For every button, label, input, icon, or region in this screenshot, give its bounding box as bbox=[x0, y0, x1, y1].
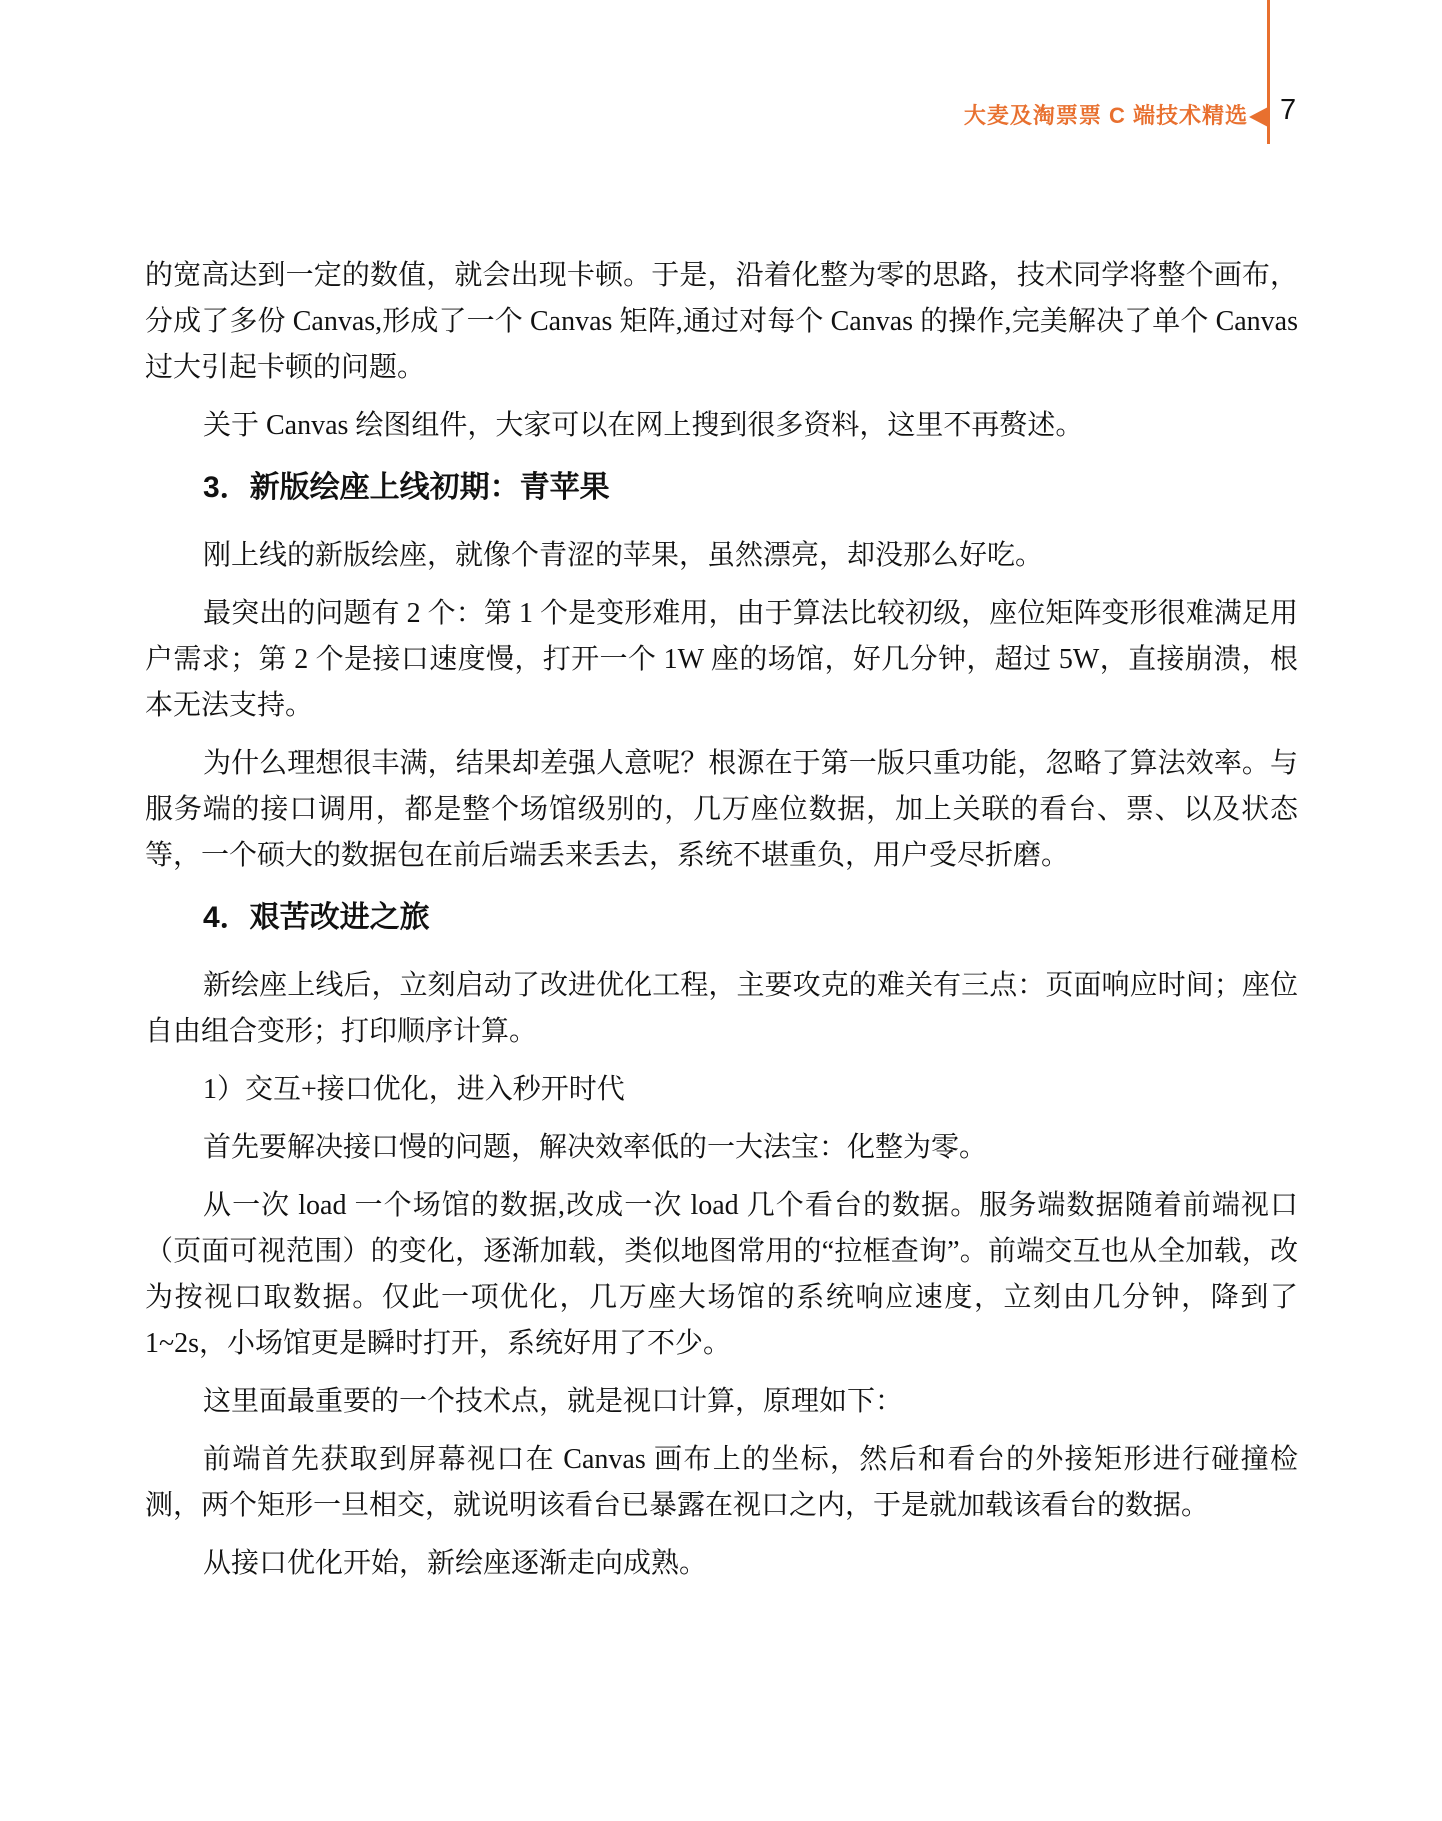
paragraph: 的宽高达到一定的数值，就会出现卡顿。于是，沿着化整为零的思路，技术同学将整个画布，分成了多份 Canvas,形成了一个 Canvas 矩阵,通过对每个 Canvas 的操作,完美解决了单个 Canvas 过大引起卡顿的问题。 bbox=[145, 260, 1298, 383]
paragraph: 这里面最重要的一个技术点，就是视口计算，原理如下： bbox=[203, 1386, 904, 1417]
paragraph: 关于 Canvas 绘图组件，大家可以在网上搜到很多资料，这里不再赘述。 bbox=[203, 410, 1084, 441]
paragraph: 从接口优化开始，新绘座逐渐走向成熟。 bbox=[203, 1548, 708, 1579]
paragraph: 新绘座上线后，立刻启动了改进优化工程，主要攻克的难关有三点：页面响应时间；座位自由组合变形；打印顺序计算。 bbox=[145, 970, 1298, 1047]
triangle-left-icon bbox=[1249, 107, 1268, 127]
page-text-block bbox=[145, 253, 1298, 1587]
paragraph: 为什么理想很丰满，结果却差强人意呢？根源在于第一版只重功能，忽略了算法效率。与服务端的接口调用，都是整个场馆级别的，几万座位数据，加上关联的看台、票、以及状态等，一个硕大的数据包在前后端丢来丢去，系统不堪重负，用户受尽折磨。 bbox=[145, 748, 1298, 871]
page-number: 7 bbox=[1280, 94, 1297, 126]
paragraph: 首先要解决接口慢的问题，解决效率低的一大法宝：化整为零。 bbox=[203, 1132, 988, 1163]
paragraph: 刚上线的新版绘座，就像个青涩的苹果，虽然漂亮，却没那么好吃。 bbox=[203, 540, 1044, 571]
section-heading: 3．新版绘座上线初期：青苹果 bbox=[203, 471, 610, 504]
paragraph: 前端首先获取到屏幕视口在 Canvas 画布上的坐标，然后和看台的外接矩形进行碰撞检测，两个矩形一旦相交，就说明该看台已暴露在视口之内，于是就加载该看台的数据。 bbox=[145, 1444, 1298, 1521]
paragraph: 最突出的问题有 2 个：第 1 个是变形难用，由于算法比较初级，座位矩阵变形很难满足用户需求；第 2 个是接口速度慢，打开一个 1W 座的场馆，好几分钟，超过 5W，直接崩溃，根本无法支持。 bbox=[145, 598, 1298, 721]
section-heading: 4．艰苦改进之旅 bbox=[203, 901, 430, 934]
paragraph: 从一次 load 一个场馆的数据,改成一次 load 几个看台的数据。服务端数据随着前端视口（页面可视范围）的变化，逐渐加载，类似地图常用的“拉框查询”。前端交互也从全加载，改为按视口取数据。仅此一项优化，几万座大场馆的系统响应速度，立刻由几分钟，降到了 1~2s，小场馆更是瞬时打开，系统好用了不少。 bbox=[145, 1190, 1298, 1359]
paragraph: 1）交互+接口优化，进入秒开时代 bbox=[203, 1074, 625, 1105]
running-header-title: 大麦及淘票票 C 端技术精选 bbox=[963, 103, 1248, 128]
